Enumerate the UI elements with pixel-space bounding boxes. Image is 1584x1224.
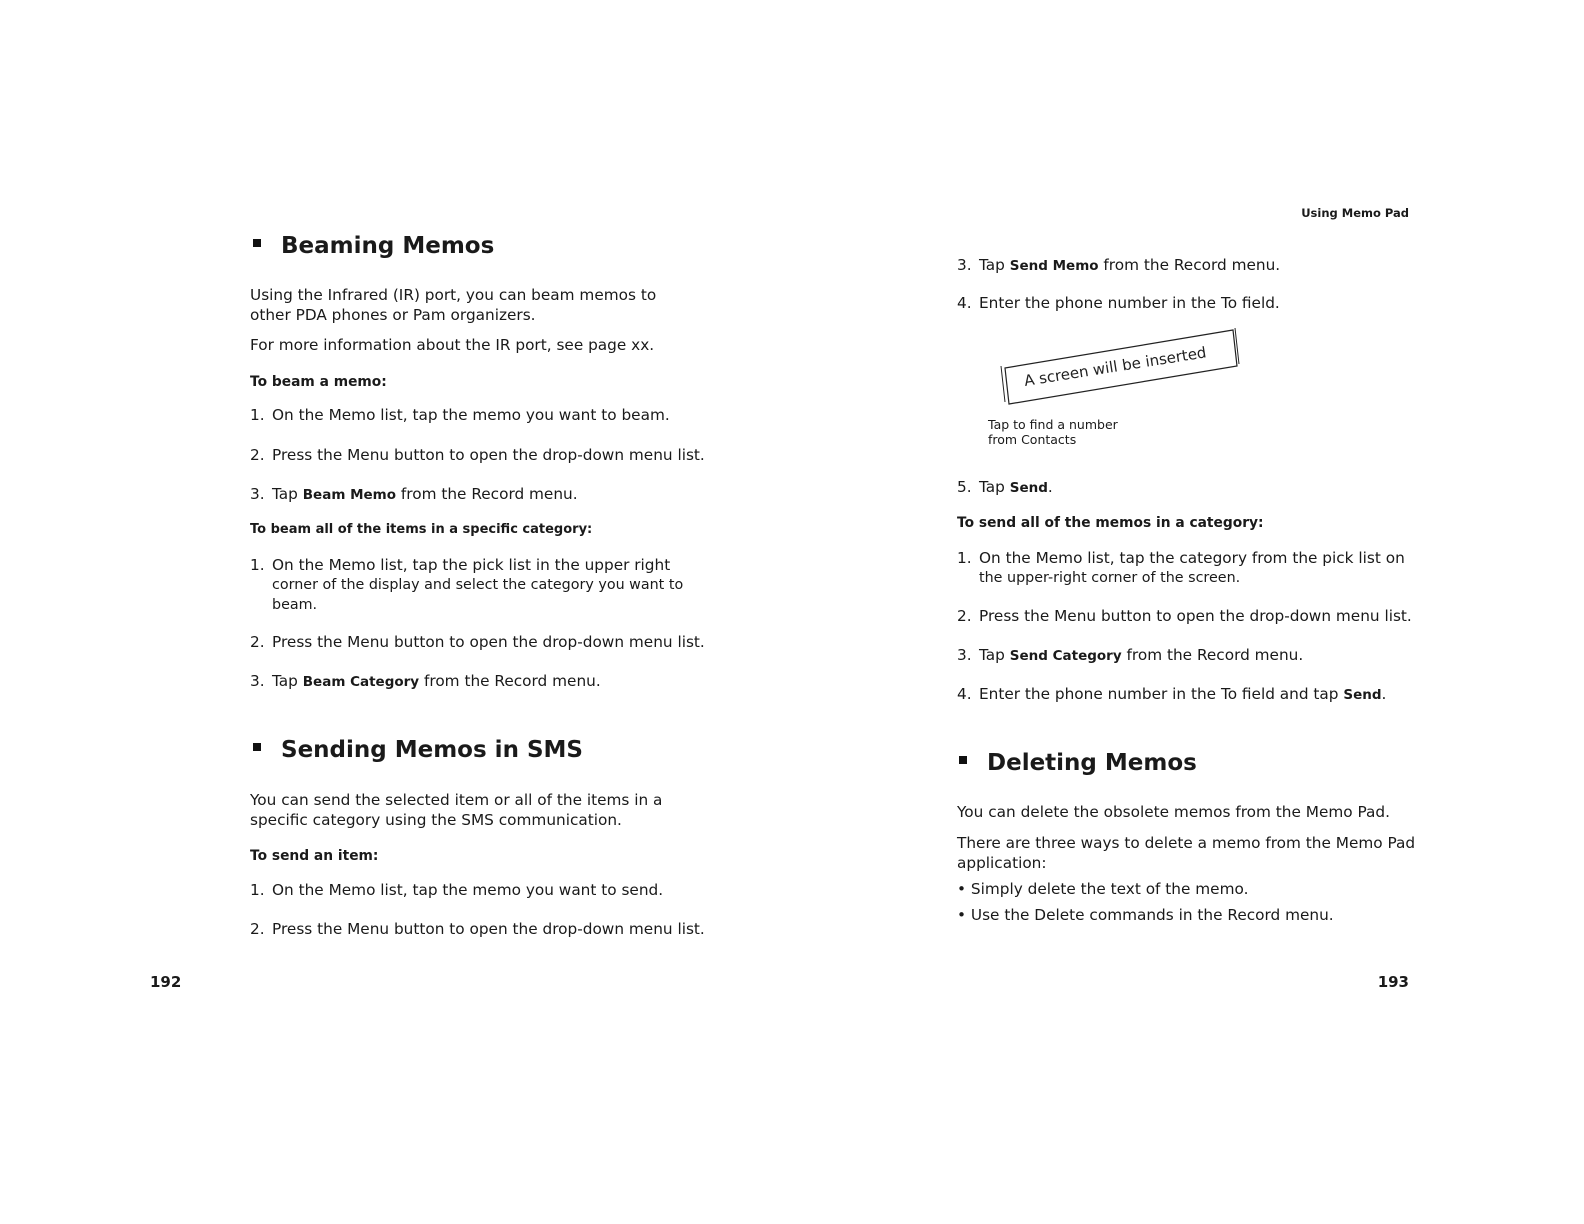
page-number-left: 192 [150, 973, 182, 991]
deleting-bullet-2: • Use the Delete commands in the Record menu. [957, 906, 1334, 924]
deleting-memos-heading [959, 750, 1197, 776]
send-step-1: 1. On the Memo list, tap the memo you want to send. [250, 881, 664, 899]
send-memo-step-3: 3. Tap Send Memo from the Record menu. [957, 256, 1281, 274]
deleting-intro: You can delete the obsolete memos from the Memo Pad. [957, 803, 1390, 821]
heading-bullet-icon [253, 743, 261, 751]
beam-category-step-1: 1. On the Memo list, tap the pick list in the upper right corner of the display and select the category you want to beam. [250, 556, 684, 613]
deleting-bullet-1: • Simply delete the text of the memo. [957, 880, 1249, 898]
beam-step-3: 3. Tap Beam Memo from the Record menu. [250, 485, 578, 503]
beam-step-1: 1. On the Memo list, tap the memo you want to beam. [250, 406, 670, 424]
beaming-memos-heading [253, 233, 494, 259]
heading-bullet-icon [959, 756, 967, 764]
beam-category-step-3: 3. Tap Beam Category from the Record menu. [250, 672, 601, 690]
send-item-subheading: To send an item: [250, 848, 379, 864]
sending-memos-heading [253, 737, 583, 763]
running-header: Using Memo Pad [1301, 206, 1409, 220]
send-category-step-3: 3. Tap Send Category from the Record menu. [957, 646, 1304, 664]
send-category-step-2: 2. Press the Menu button to open the drop-down menu list. [957, 607, 1412, 625]
send-category-step-4: 4. Enter the phone number in the To field and tap Send. [957, 685, 1387, 703]
heading-bullet-icon [253, 239, 261, 247]
send-category-step-1: 1. On the Memo list, tap the category from the pick list on the upper-right corner of the screen. [957, 549, 1405, 586]
send-step-2: 2. Press the Menu button to open the drop-down menu list. [250, 920, 705, 938]
screen-placeholder [995, 322, 1245, 410]
heading-text: Sending Memos in SMS [281, 737, 583, 763]
send-memo-step-5: 5. Tap Send. [957, 478, 1053, 496]
placeholder-caption: Tap to find a number from Contacts [988, 417, 1118, 447]
beaming-intro: Using the Infrared (IR) port, you can beam memos to other PDA phones or Pam organizers. [250, 286, 657, 324]
send-category-subheading: To send all of the memos in a category: [957, 515, 1264, 531]
page-number-right: 193 [1377, 973, 1409, 991]
beam-memo-subheading: To beam a memo: [250, 374, 387, 390]
send-memo-step-4: 4. Enter the phone number in the To field. [957, 294, 1280, 312]
deleting-ways: There are three ways to delete a memo from the Memo Pad application: [957, 834, 1416, 872]
beam-category-subheading: To beam all of the items in a specific category: [250, 522, 593, 537]
screen-placeholder-text: A screen will be inserted [1022, 343, 1208, 390]
beam-step-2: 2. Press the Menu button to open the drop-down menu list. [250, 446, 705, 464]
beaming-more-info: For more information about the IR port, see page xx. [250, 336, 655, 354]
heading-text: Beaming Memos [281, 233, 495, 259]
sending-intro: You can send the selected item or all of the items in a specific category using the SMS communication. [250, 791, 663, 829]
heading-text: Deleting Memos [987, 750, 1197, 776]
beam-category-step-2: 2. Press the Menu button to open the drop-down menu list. [250, 633, 705, 651]
